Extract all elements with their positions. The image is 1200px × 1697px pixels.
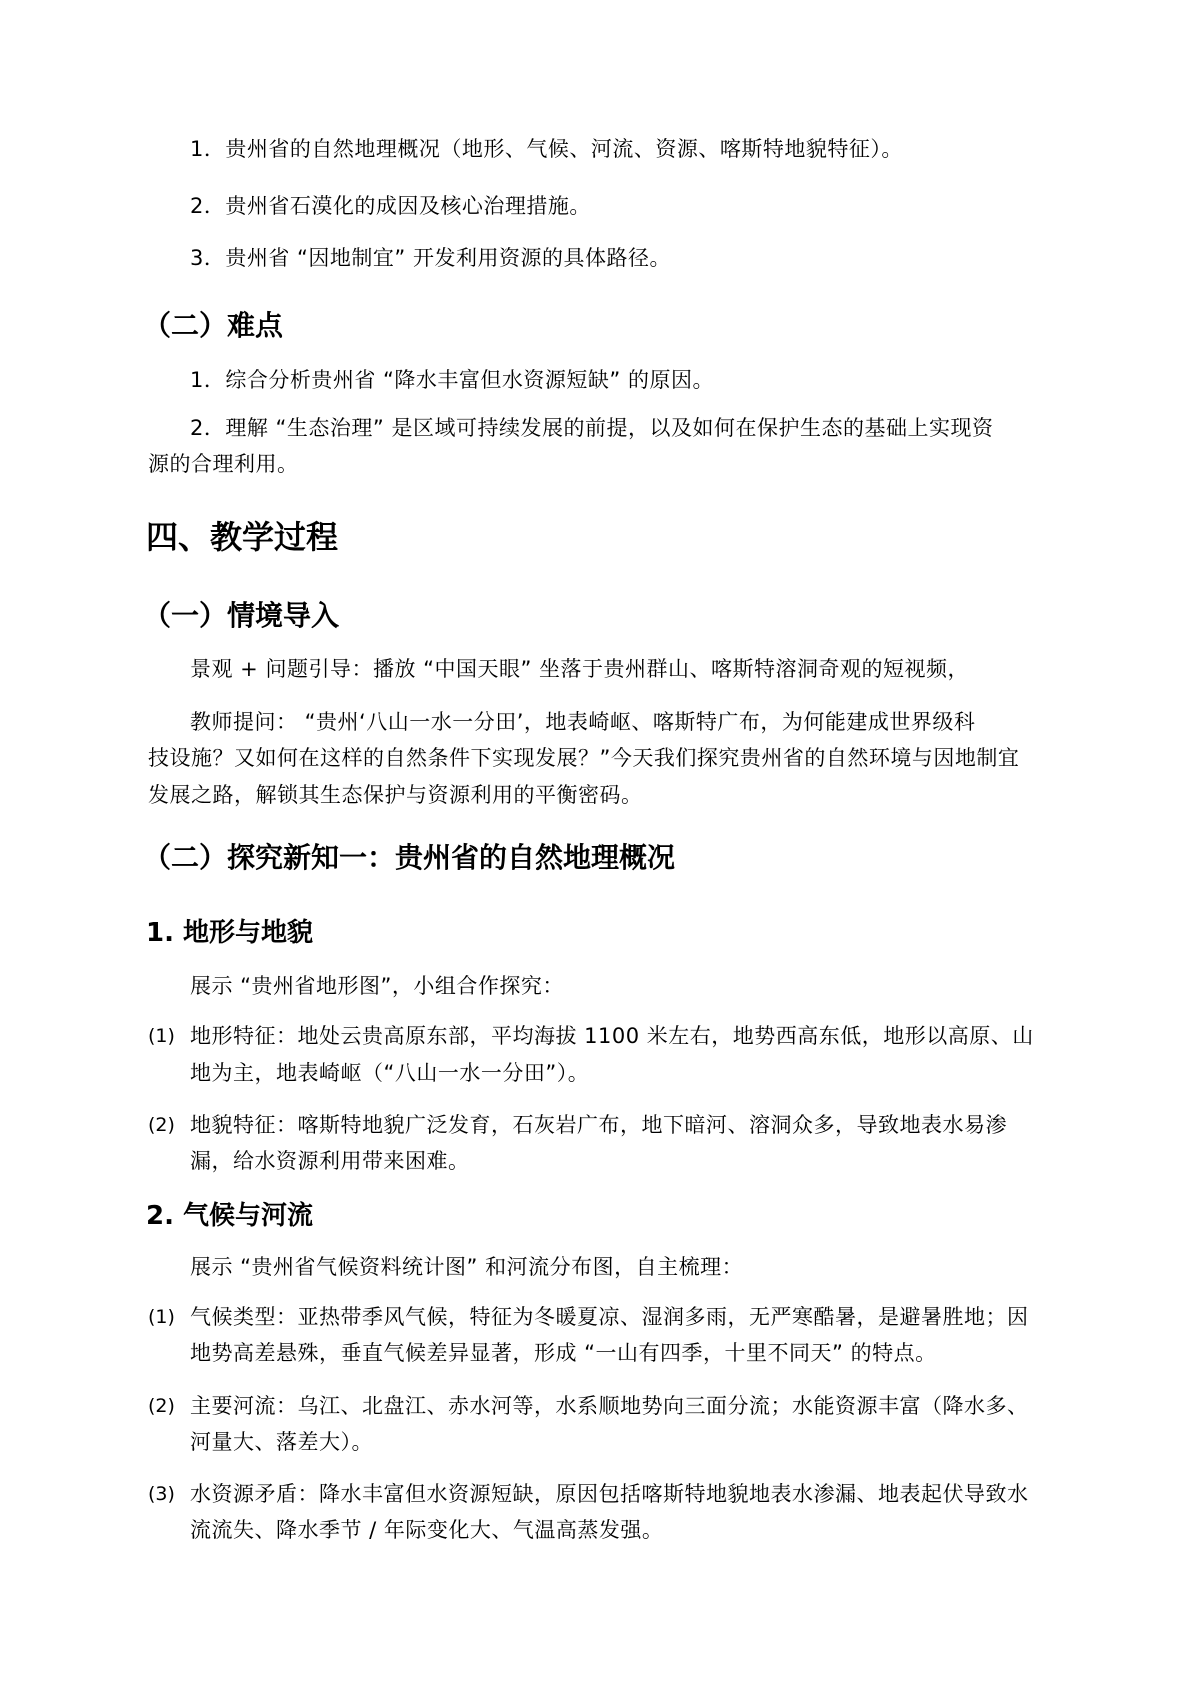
climate-item-2-line-2: 河量大、落差大）。 [190, 1430, 373, 1454]
climate-item-1-line-1: 气候类型：亚热带季风气候，特征为冬暖夏凉、湿润多雨，无严寒酷暑，是避暑胜地；因 [190, 1305, 1029, 1329]
terrain-item-2-line-1: 地貌特征：喀斯特地貌广泛发育，石灰岩广布，地下暗河、溶洞众多，导致地表水易渗 [190, 1113, 1007, 1137]
focus-item-1: 1．贵州省的自然地理概况（地形、气候、河流、资源、喀斯特地貌特征）。 [190, 137, 903, 161]
intro-heading: （一）情境导入 [143, 599, 340, 632]
terrain-item-2-line-2: 漏，给水资源利用带来困难。 [190, 1149, 470, 1173]
climate-item-2-line-1: 主要河流：乌江、北盘江、赤水河等，水系顺地势向三面分流；水能资源丰富（降水多、 [190, 1394, 1029, 1418]
focus-item-3: 3．贵州省 “因地制宜” 开发利用资源的具体路径。 [190, 246, 671, 270]
climate-item-1-number: (1) [148, 1306, 175, 1328]
difficulty-item-1: 1．综合分析贵州省 “降水丰富但水资源短缺” 的原因。 [190, 368, 714, 392]
intro-paragraph-2-line-1: 教师提问： “贵州‘八山一水一分田’，地表崎岖、喀斯特广布，为何能建成世界级科 [190, 710, 976, 734]
intro-paragraph-1: 景观 + 问题引导：播放 “中国天眼” 坐落于贵州群山、喀斯特溶洞奇观的短视频， [190, 657, 970, 681]
terrain-item-2-number: (2) [148, 1114, 175, 1136]
climate-item-3-line-2: 流流失、降水季节 / 年际变化大、气温高蒸发强。 [190, 1518, 664, 1542]
section-4-heading: 四、教学过程 [146, 518, 339, 556]
terrain-item-1-line-2: 地为主，地表崎岖（“八山一水一分田”）。 [190, 1061, 590, 1085]
climate-lead: 展示 “贵州省气候资料统计图” 和河流分布图，自主梳理： [190, 1255, 744, 1279]
difficulty-heading: （二）难点 [143, 309, 284, 342]
climate-item-1-line-2: 地势高差悬殊，垂直气候差异显著，形成 “一山有四季，十里不同天” 的特点。 [190, 1341, 937, 1365]
focus-item-2: 2．贵州省石漠化的成因及核心治理措施。 [190, 194, 591, 218]
terrain-item-1-line-1: 地形特征：地处云贵高原东部，平均海拔 1100 米左右，地势西高东低，地形以高原、山 [190, 1024, 1034, 1048]
terrain-lead: 展示 “贵州省地形图”，小组合作探究： [190, 974, 564, 998]
climate-heading: 2. 气候与河流 [146, 1201, 314, 1231]
intro-paragraph-2-line-3: 发展之路，解锁其生态保护与资源利用的平衡密码。 [148, 783, 643, 807]
terrain-item-1-number: (1) [148, 1025, 175, 1047]
climate-item-2-number: (2) [148, 1395, 175, 1417]
difficulty-item-2-line-1: 2．理解 “生态治理” 是区域可持续发展的前提，以及如何在保护生态的基础上实现资 [190, 416, 994, 440]
climate-item-3-line-1: 水资源矛盾：降水丰富但水资源短缺，原因包括喀斯特地貌地表水渗漏、地表起伏导致水 [190, 1482, 1029, 1506]
intro-paragraph-2-line-2: 技设施？又如何在这样的自然条件下实现发展？”今天我们探究贵州省的自然环境与因地制宜 [148, 746, 1020, 770]
terrain-heading: 1. 地形与地貌 [146, 918, 314, 948]
difficulty-item-2-line-2: 源的合理利用。 [148, 452, 299, 476]
explore-1-heading: （二）探究新知一：贵州省的自然地理概况 [143, 841, 676, 874]
climate-item-3-number: (3) [148, 1483, 175, 1505]
